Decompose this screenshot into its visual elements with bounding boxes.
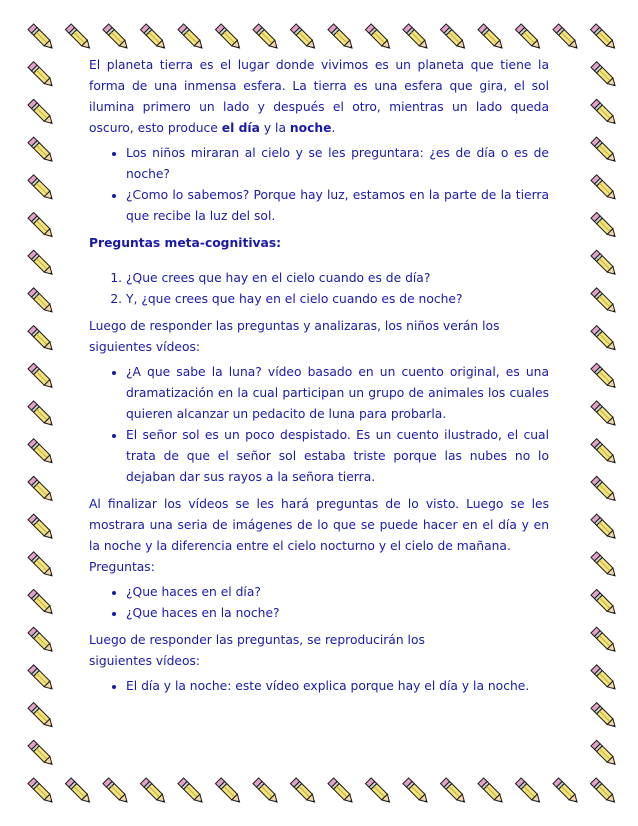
pencil-icon	[591, 476, 618, 503]
pencil-icon	[28, 363, 55, 390]
pencil-icon	[328, 778, 355, 805]
pencil-icon	[365, 24, 392, 51]
pencil-icon	[65, 24, 92, 51]
pencil-icon	[591, 740, 618, 767]
pencil-icon	[515, 778, 542, 805]
pencil-icon	[103, 24, 130, 51]
pencil-icon	[178, 778, 205, 805]
videos2-list	[89, 676, 549, 697]
pencil-icon	[478, 778, 505, 805]
pencil-icon	[591, 514, 618, 541]
pencil-icon	[28, 778, 55, 805]
videos-intro: Luego de responder las preguntas y analizaras, los niños verán los siguientes vídeos:	[89, 319, 500, 354]
pencil-icon	[28, 665, 55, 692]
final-label: Preguntas:	[89, 560, 155, 574]
pencil-icon	[28, 627, 55, 654]
list-item: • ¿Que haces en el día?	[126, 582, 549, 603]
pencil-icon	[591, 589, 618, 616]
pencil-icon	[328, 24, 355, 51]
pencil-icon	[591, 62, 618, 89]
pencil-icon	[103, 778, 130, 805]
list-item: 1. ¿Que crees que hay en el cielo cuando es de día?	[126, 268, 549, 289]
pencil-icon	[140, 778, 167, 805]
meta-question-list	[89, 268, 549, 310]
pencil-icon	[591, 627, 618, 654]
pencil-icon	[28, 137, 55, 164]
pencil-icon	[591, 250, 618, 277]
document-body	[89, 55, 549, 703]
pencil-icon	[590, 778, 617, 805]
pencil-icon	[28, 552, 55, 579]
pencil-icon	[28, 24, 55, 51]
pencil-icon	[515, 24, 542, 51]
pencil-icon	[478, 24, 505, 51]
pencil-icon	[28, 175, 55, 202]
pencil-icon	[215, 24, 242, 51]
pencil-icon	[591, 288, 618, 315]
pencil-icon	[591, 363, 618, 390]
pencil-icon	[28, 326, 55, 353]
meta-heading: Preguntas meta-cognitivas:	[89, 236, 282, 250]
list-item: • Los niños miraran al cielo y se les preguntara: ¿es de día o es de noche?	[126, 143, 549, 185]
pencil-icon	[403, 24, 430, 51]
pencil-icon	[440, 24, 467, 51]
intro-paragraph: El planeta tierra es el lugar donde vivimos es un planeta que tiene la forma de una inmensa esfera. La tierra es una esfera que gira, el sol ilumina primero un lado y después el otro, mientras un lado queda oscuro, esto produce el día y la noche.	[89, 58, 549, 135]
pencil-icon	[403, 778, 430, 805]
list-item: • ¿Como lo sabemos? Porque hay luz, estamos en la parte de la tierra que recibe la luz del sol.	[126, 185, 549, 227]
list-item: • ¿Que haces en la noche?	[126, 603, 549, 624]
pencil-icon	[591, 552, 618, 579]
list-item: • El día y la noche: este vídeo explica porque hay el día y la noche.	[126, 676, 549, 697]
list-item: • El señor sol es un poco despistado. Es un cuento ilustrado, el cual trata de que el señor sol estaba triste porque las nubes no lo dejaban dar sus rayos a la señora tierra.	[126, 425, 549, 488]
pencil-icon	[553, 778, 580, 805]
pencil-icon	[591, 439, 618, 466]
pencil-icon	[28, 99, 55, 126]
pencil-icon	[28, 439, 55, 466]
pencil-icon	[591, 665, 618, 692]
final-paragraph: Al finalizar los vídeos se les hará preguntas de lo visto. Luego se les mostrara una seria de imágenes de lo que se puede hacer en el día y en la noche y la diferencia entre el cielo nocturno y el cielo de mañana.	[89, 497, 549, 553]
pencil-icon	[553, 24, 580, 51]
pencil-icon	[591, 137, 618, 164]
videos-list	[89, 362, 549, 488]
pencil-icon	[28, 740, 55, 767]
pencil-icon	[591, 703, 618, 730]
list-item: • ¿A que sabe la luna? vídeo basado en un cuento original, es una dramatización en la cual participan un grupo de animales los cuales quieren alcanzar un pedacito de luna para probarla.	[126, 362, 549, 425]
pencil-icon	[28, 288, 55, 315]
pencil-icon	[28, 589, 55, 616]
pencil-icon	[65, 778, 92, 805]
pencil-icon	[590, 24, 617, 51]
pencil-icon	[591, 175, 618, 202]
videos2-intro: Luego de responder las preguntas, se reproducirán los siguientes vídeos:	[89, 633, 425, 668]
pencil-icon	[140, 24, 167, 51]
pencil-icon	[290, 24, 317, 51]
pencil-icon	[28, 703, 55, 730]
pencil-icon	[178, 24, 205, 51]
final-question-list	[89, 582, 549, 624]
observation-list	[89, 143, 549, 227]
pencil-icon	[28, 250, 55, 277]
pencil-icon	[28, 62, 55, 89]
pencil-icon	[253, 778, 280, 805]
pencil-icon	[253, 24, 280, 51]
pencil-icon	[365, 778, 392, 805]
pencil-icon	[591, 212, 618, 239]
list-item: 2. Y, ¿que crees que hay en el cielo cuando es de noche?	[126, 289, 549, 310]
pencil-icon	[591, 401, 618, 428]
pencil-icon	[28, 514, 55, 541]
pencil-icon	[215, 778, 242, 805]
pencil-icon	[290, 778, 317, 805]
pencil-icon	[28, 401, 55, 428]
pencil-icon	[440, 778, 467, 805]
pencil-icon	[591, 326, 618, 353]
pencil-icon	[28, 476, 55, 503]
pencil-icon	[591, 99, 618, 126]
pencil-icon	[28, 212, 55, 239]
